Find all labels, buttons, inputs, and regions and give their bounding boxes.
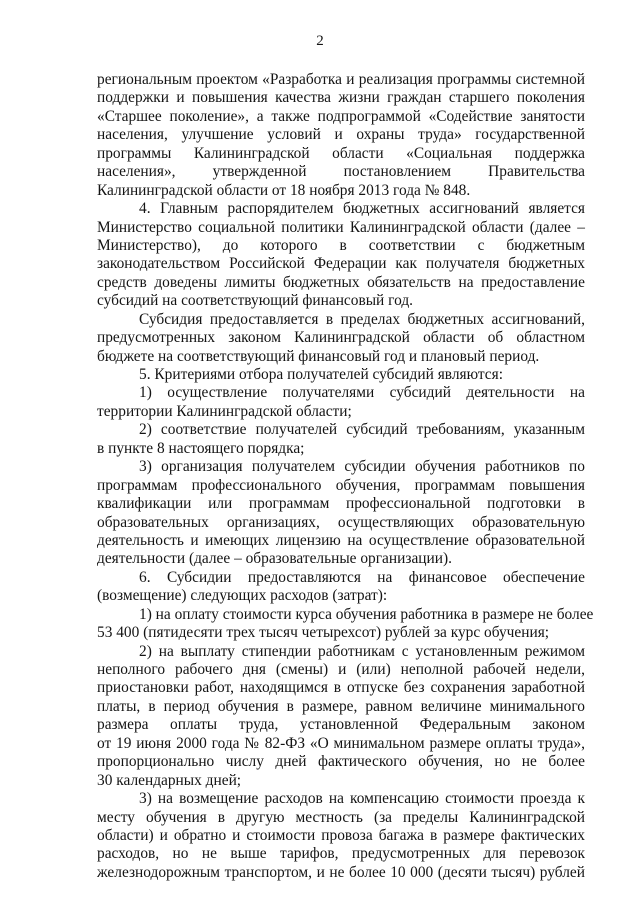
text-line: программам профессионального обучения, программам повышения: [97, 476, 585, 494]
text-line: платы, в период обучения в размере, равном величине минимального: [97, 697, 585, 715]
text-line: 30 календарных дней;: [97, 771, 242, 789]
paragraph: [97, 200, 585, 311]
text-line: 6. Субсидии предоставляются на финансовое обеспечение: [139, 568, 585, 586]
text-line: «Старшее поколение», а также подпрограммой «Содействие занятости: [97, 107, 585, 125]
text-line: Министерство), до которого в соответствии с бюджетным: [97, 236, 585, 254]
text-line: Субсидия предоставляется в пределах бюджетных ассигнований,: [139, 310, 585, 328]
text-line: населения», утвержденной постановлением Правительства: [97, 163, 585, 181]
paragraph: [97, 643, 585, 791]
paragraph: [97, 71, 585, 200]
text-line: области) и обратно и стоимости провоза багажа в размере фактических: [97, 826, 585, 844]
text-line: региональным проектом «Разработка и реализация программы системной: [97, 71, 585, 88]
text-line: месту обучения в другую местность (за пределы Калининградской: [97, 808, 585, 826]
text-line: субсидий на соответствующий финансовый год.: [97, 292, 414, 310]
paragraph: [97, 790, 585, 882]
page-number: 2: [316, 33, 324, 49]
text-line: законодательством Российской Федерации как получателя бюджетных: [97, 255, 585, 273]
text-line: деятельности (далее – образовательные организации).: [97, 550, 452, 568]
text-line: 2) соответствие получателей субсидий требованиям, указанным: [139, 421, 585, 439]
text-line: Калининградской области от 18 ноября 2013 года № 848.: [97, 181, 471, 199]
text-line: (возмещение) следующих расходов (затрат):: [97, 587, 388, 605]
text-line: программы Калининградской области «Социальная поддержка: [97, 144, 585, 162]
text-line: 1) осуществление получателями субсидий деятельности на: [139, 384, 585, 402]
text-line: размера оплаты труда, установленной Федеральным законом: [97, 716, 585, 734]
text-line: 5. Критериями отбора получателей субсидий являются:: [139, 366, 503, 383]
text-line: средств доведены лимиты бюджетных обязательств на предоставление: [97, 273, 585, 291]
paragraph: [97, 384, 585, 421]
text-line: от 19 июня 2000 года № 82-ФЗ «О минимальном размере оплаты труда»,: [97, 734, 585, 752]
text-line: в пункте 8 настоящего порядка;: [97, 439, 305, 457]
text-line: бюджете на соответствующий финансовый год и плановый период.: [97, 347, 540, 365]
paragraph: [97, 311, 585, 366]
text-line: поддержки и повышения качества жизни граждан старшего поколения: [97, 89, 585, 107]
text-line: 4. Главным распорядителем бюджетных ассигнований является: [139, 200, 585, 218]
text-line: квалификации или программам профессиональной подготовки в: [97, 495, 585, 513]
text-line: расходов, но не выше тарифов, предусмотренных для перевозок: [97, 845, 585, 863]
text-line: 53 400 (пятидесяти трех тысяч четырехсот) рублей за курс обучения;: [97, 624, 550, 642]
paragraph: [97, 421, 585, 458]
text-line: территории Калининградской области;: [97, 402, 352, 420]
text-line: деятельность и имеющих лицензию на осуществление образовательной: [97, 531, 585, 549]
text-line: 3) на возмещение расходов на компенсацию стоимости проезда к: [139, 790, 585, 808]
text-line: 3) организация получателем субсидии обучения работников по: [139, 458, 585, 476]
paragraph: [97, 366, 585, 384]
text-line: населения, улучшение условий и охраны труда» государственной: [97, 126, 585, 144]
paragraph: [97, 458, 585, 569]
text-line: 1) на оплату стоимости курса обучения работника в размере не более: [139, 605, 594, 623]
text-line: приостановки работ, находящимся в отпуске без сохранения заработной: [97, 679, 585, 697]
paragraph: [97, 569, 585, 606]
paragraph: [97, 605, 594, 643]
text-line: Министерство социальной политики Калининградской области (далее –: [97, 218, 585, 236]
text-line: железнодорожным транспортом, и не более 10 000 (десяти тысяч) рублей: [97, 863, 585, 881]
text-line: 2) на выплату стипендии работникам с установленным режимом: [139, 642, 585, 660]
text-line: неполного рабочего дня (смены) и (или) неполной рабочей недели,: [97, 661, 585, 678]
text-line: образовательных организациях, осуществляющих образовательную: [97, 513, 585, 531]
document-body: [97, 71, 594, 882]
text-line: пропорционально числу дней фактического обучения, но не более: [97, 753, 585, 771]
text-line: предусмотренных законом Калининградской области об областном: [97, 329, 585, 347]
